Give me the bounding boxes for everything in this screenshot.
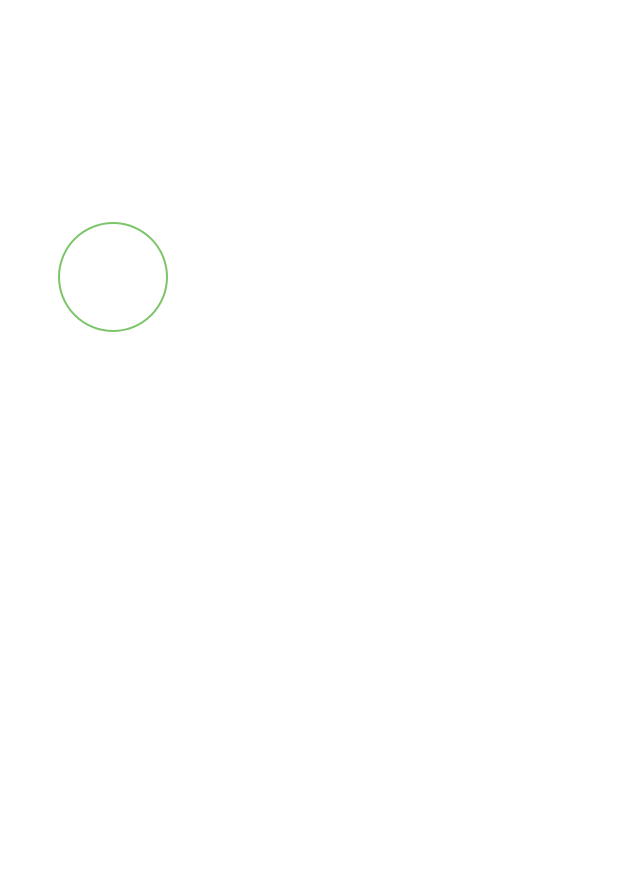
- soup-line: [185, 340, 199, 363]
- liqueur-special-badge: [58, 222, 168, 332]
- menu-list: [61, 373, 586, 375]
